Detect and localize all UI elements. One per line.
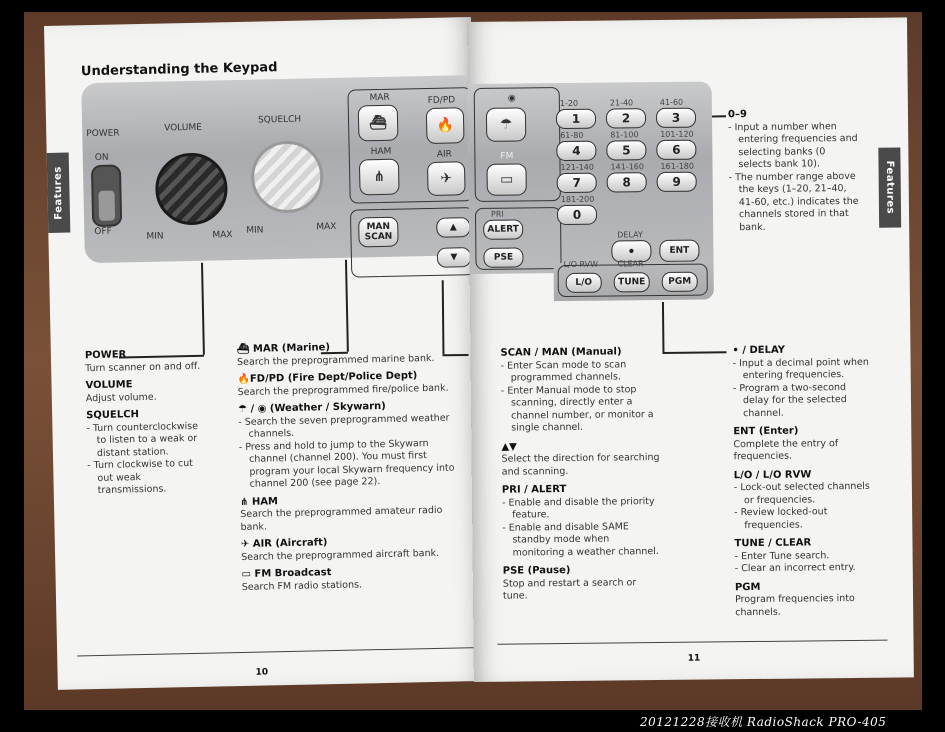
features-tab-left: Features xyxy=(47,153,71,233)
bank-range-label: 121-140 xyxy=(560,162,595,173)
tune-button: TUNE xyxy=(614,272,650,292)
number-key-7: 7 xyxy=(557,173,597,193)
down-arrow-button xyxy=(437,247,471,268)
weather-entry-item-2: - Press and hold to jump to the Skywarn channel (channel 200). You must first program your local Skywarn frequency into channel 200 (see page 22). xyxy=(239,437,464,492)
lo-entry-item-1: - Lock-out selected channels or frequencies. xyxy=(734,481,874,507)
radio-icon: ▭ xyxy=(241,568,255,580)
off-label: OFF xyxy=(94,226,112,237)
airplane-icon: ✈ xyxy=(440,170,453,187)
antenna-icon: ⋔ xyxy=(373,168,386,186)
mar-entry-title: MAR (Marine) xyxy=(252,342,331,355)
man-scan-button xyxy=(358,217,399,248)
delay-entry-item-1: - Input a decimal point when entering frequencies. xyxy=(733,356,873,382)
ship-icon: ⛴ xyxy=(369,114,388,132)
delay-callout-line-h xyxy=(662,351,726,353)
ent-entry-desc: Complete the entry of frequencies. xyxy=(733,437,839,463)
numkey-entry-title: 0–9 xyxy=(727,109,747,121)
number-key-1: 1 xyxy=(556,109,596,129)
air-label: AIR xyxy=(436,149,452,160)
bank-range-label: 81-100 xyxy=(610,130,639,140)
footer-rule-right xyxy=(498,640,888,645)
ham-label: HAM xyxy=(370,146,392,158)
bank-range-label: 21-40 xyxy=(609,98,634,108)
ship-icon: ⛴ xyxy=(236,343,254,356)
squelch-knob xyxy=(250,140,323,213)
antenna-icon: ⋔ xyxy=(239,496,252,508)
delay-callout-line xyxy=(662,302,664,352)
right-column-1 xyxy=(500,346,661,603)
squelch-max-label: MAX xyxy=(316,221,337,233)
clear-label: CLEAR xyxy=(617,259,644,269)
squelch-entry-title: SQUELCH xyxy=(86,409,140,422)
scan-label: SCAN xyxy=(364,231,393,243)
fire-icon: 🔥 xyxy=(436,117,455,134)
fm-button xyxy=(486,163,526,195)
number-key-9: 9 xyxy=(657,172,697,192)
triangle-up-icon: ▲ xyxy=(449,222,457,233)
bank-range-label: 41-60 xyxy=(659,97,684,107)
ent-button: ENT xyxy=(659,240,699,262)
bottom-key-row xyxy=(554,261,714,301)
left-column-2 xyxy=(237,339,466,594)
numkey-entry-item-1: - Input a number when entering frequencies and selecting banks (0 selects bank 10). xyxy=(728,120,859,171)
power-label: POWER xyxy=(86,128,120,140)
lo-entry-item-2: - Review locked-out frequencies. xyxy=(734,506,874,532)
air-button xyxy=(427,161,466,196)
right-column-2 xyxy=(732,344,875,619)
skywarn-icon: ◉ xyxy=(507,93,516,104)
weather-button xyxy=(486,107,526,141)
squelch-label: SQUELCH xyxy=(257,114,302,126)
bank-range-label: 181-200 xyxy=(560,194,595,205)
lo-entry-title: L/O / L/O RVW xyxy=(733,468,812,481)
page-number-left: 10 xyxy=(255,667,269,678)
keypad-illustration-left xyxy=(81,75,477,263)
pse-entry-title: PSE (Pause) xyxy=(502,564,571,577)
bank-range-label: 61-80 xyxy=(560,130,584,141)
lo-button: L/O xyxy=(566,273,602,293)
pgm-button: PGM xyxy=(662,272,698,292)
on-label: ON xyxy=(94,152,109,163)
fdpd-entry-title: FD/PD (Fire Dept/Police Dept) xyxy=(249,370,418,385)
pse-entry-desc: Stop and restart a search or tune. xyxy=(502,576,637,602)
lo-rvw-label: L/O RVW xyxy=(563,259,599,270)
page-number-right: 11 xyxy=(687,653,701,664)
ham-entry-title: HAM xyxy=(251,495,279,508)
delay-label: DELAY xyxy=(617,230,643,240)
pri-entry-item-2: - Enable and disable SAME standby mode when monitoring a weather channel. xyxy=(502,521,660,560)
dot-button: • xyxy=(611,240,651,262)
scan-entry-item-2: - Enter Manual mode to stop scanning, directly enter a channel number, or monitor a single channel. xyxy=(501,384,660,436)
scan-entry-title: SCAN / MAN (Manual) xyxy=(500,346,622,359)
right-page xyxy=(467,17,914,682)
delay-entry-title: • / DELAY xyxy=(732,344,786,357)
bank-range-label: 1-20 xyxy=(559,98,579,109)
photo-caption: 20121228接收机 RadioShack PRO-405 xyxy=(640,715,887,729)
volume-knob xyxy=(155,152,228,225)
air-entry-title: AIR (Aircraft) xyxy=(252,537,328,550)
arrows-entry-desc: Select the direction for searching and scanning. xyxy=(501,452,660,478)
page-title: Understanding the Keypad xyxy=(80,60,278,80)
number-key-8: 8 xyxy=(607,172,647,192)
features-tab-right: Features xyxy=(878,147,901,227)
air-entry-desc: Search the preprogrammed aircraft bank. xyxy=(241,547,440,563)
triangle-down-icon: ▼ xyxy=(450,252,458,263)
delay-entry-item-2: - Program a two-second delay for the selected channel. xyxy=(733,381,873,420)
power-entry-desc: Turn scanner on and off. xyxy=(85,360,201,374)
mar-callout-line xyxy=(345,260,348,352)
number-key-0: 0 xyxy=(557,205,597,225)
fm-label: FM xyxy=(500,151,514,162)
tune-entry-title: TUNE / CLEAR xyxy=(734,537,812,550)
ham-entry-desc: Search the preprogrammed amateur radio bank. xyxy=(240,504,443,533)
airplane-icon: ✈ xyxy=(240,538,253,550)
arrows-entry-title: ▲▼ xyxy=(501,441,517,453)
weather-entry-title: (Weather / Skywarn) xyxy=(269,400,386,415)
numkey-callout-line xyxy=(712,115,726,117)
volume-min-label: MIN xyxy=(146,231,164,242)
bank-range-label: 161-180 xyxy=(660,161,695,171)
squelch-entry-item-2: - Turn clockwise to cut out weak transmissions. xyxy=(87,458,200,498)
left-page xyxy=(44,17,485,690)
up-arrow-button xyxy=(436,217,470,238)
pri-entry-item-1: - Enable and disable the priority feature. xyxy=(502,496,660,523)
squelch-entry-item-1: - Turn counterclockwise to listen to a weak or distant station. xyxy=(86,420,199,460)
power-switch xyxy=(91,164,122,227)
number-key-2: 2 xyxy=(606,108,646,128)
bank-range-label: 141-160 xyxy=(610,162,645,172)
keypad-illustration-right xyxy=(468,81,714,274)
mar-label: MAR xyxy=(369,92,390,104)
fm-entry-title: FM Broadcast xyxy=(254,567,332,580)
power-callout-line xyxy=(201,263,204,355)
weather-entry-item-1: - Search the seven preprogrammed weather channels. xyxy=(238,412,462,442)
numkey-entry xyxy=(728,108,859,234)
volume-max-label: MAX xyxy=(212,230,233,241)
pri-label: PRI xyxy=(490,209,504,219)
alert-button: ALERT xyxy=(483,219,523,239)
pri-entry-title: PRI / ALERT xyxy=(501,483,567,496)
weather-icon: ☂ / ◉ xyxy=(237,403,270,416)
fm-entry-desc: Search FM radio stations. xyxy=(241,578,363,593)
footer-rule-left xyxy=(77,647,477,656)
number-key-6: 6 xyxy=(656,140,696,160)
scan-callout-line-h xyxy=(442,354,468,356)
number-key-5: 5 xyxy=(606,140,646,160)
man-label: MAN xyxy=(366,221,391,233)
volume-entry-desc: Adjust volume. xyxy=(85,391,157,404)
radio-icon: ▭ xyxy=(499,171,514,188)
mar-entry-desc: Search the preprogrammed marine bank. xyxy=(236,352,435,368)
fdpd-entry-desc: Search the preprogrammed fire/police bank. xyxy=(237,382,449,398)
number-key-3: 3 xyxy=(656,108,696,128)
fdpd-label: FD/PD xyxy=(427,95,456,106)
fdpd-button xyxy=(426,107,465,144)
pgm-entry-desc: Program frequencies into channels. xyxy=(735,592,855,618)
ham-button xyxy=(359,159,400,196)
power-entry-title: POWER xyxy=(84,349,127,362)
pse-button: PSE xyxy=(483,247,523,267)
scan-entry-item-1: - Enter Scan mode to scan programmed channels. xyxy=(501,359,659,386)
ent-entry-title: ENT (Enter) xyxy=(733,425,799,438)
numkey-entry-item-2: - The number range above the keys (1–20, 21–40, 41-60, etc.) indicates the channels stored in that bank. xyxy=(729,170,860,234)
volume-label: VOLUME xyxy=(164,122,202,134)
left-column-1 xyxy=(85,347,238,498)
fire-icon: 🔥 xyxy=(237,373,251,386)
squelch-min-label: MIN xyxy=(246,225,264,236)
weather-icon: ☂ xyxy=(499,116,513,133)
volume-entry-title: VOLUME xyxy=(85,379,133,392)
mar-button xyxy=(358,105,399,142)
tune-entry-item-2: - Clear an incorrect entry. xyxy=(735,562,875,576)
tune-entry-item-1: - Enter Tune search. xyxy=(735,549,875,563)
bank-range-label: 101-120 xyxy=(660,129,694,139)
number-key-4: 4 xyxy=(556,141,596,161)
pgm-entry-title: PGM xyxy=(734,581,761,593)
